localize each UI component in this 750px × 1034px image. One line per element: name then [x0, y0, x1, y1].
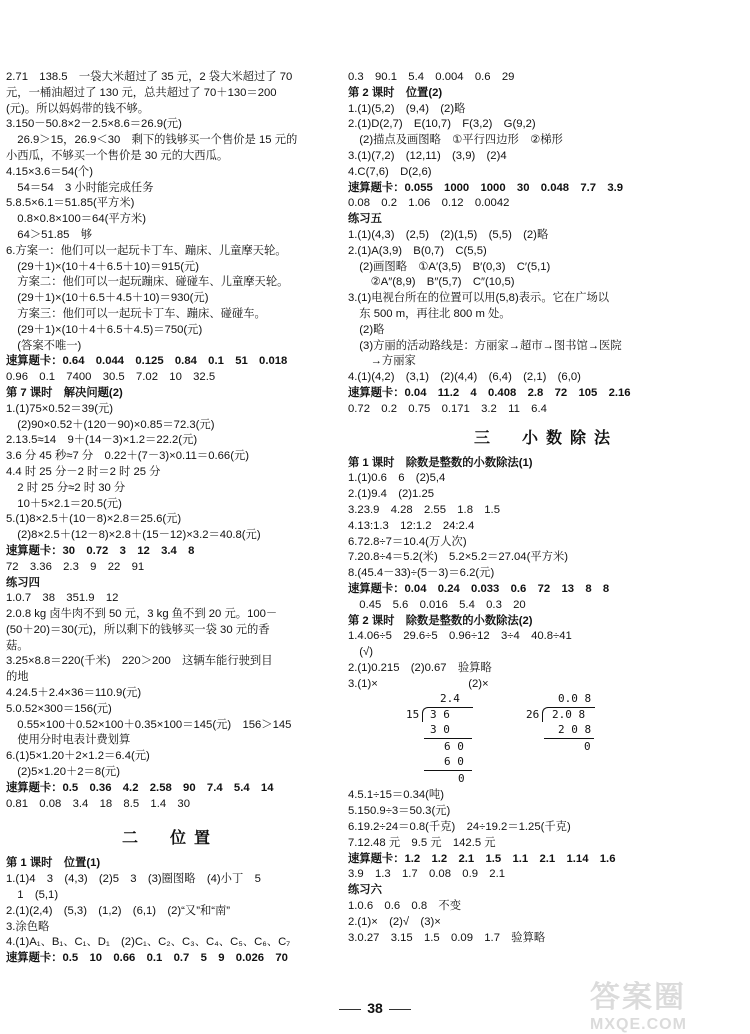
left-answer-line: (50＋20)＝30(元)，所以剩下的钱够买一袋 30 元的香 — [6, 623, 270, 636]
right-answer-line: 第 1 课时 除数是整数的小数除法(1) — [348, 456, 533, 469]
left-answer-line: 26.9＞15，26.9＜30 剩下的钱够买一个售价是 15 元的 — [6, 134, 298, 147]
right-answer-line: (2)画图略 ①A′(3,5) B′(0,3) C′(5,1) — [348, 260, 551, 273]
right-answer-line: 7.12.48 元 9.5 元 142.5 元 — [348, 836, 496, 849]
left-answer-line: 第 1 课时 位置(1) — [6, 857, 101, 870]
right-answer-line: 速算题卡：0.055 1000 1000 30 0.048 7.7 3.9 — [348, 181, 624, 194]
division1-step3: 6 0 — [444, 755, 464, 769]
page-number-value: 38 — [367, 1000, 383, 1016]
page-number-dash-right — [389, 1009, 411, 1010]
left-answer-line: 2 时 25 分≈2 时 30 分 — [6, 481, 126, 494]
left-answer-line: 使用分时电表计费划算 — [6, 734, 131, 747]
right-answer-line: (√) — [348, 646, 374, 659]
right-answer-line: 2.(1)A(3,9) B(0,7) C(5,5) — [348, 244, 487, 257]
right-answer-line: 速算题卡：1.2 1.2 2.1 1.5 1.1 2.1 1.14 1.6 — [348, 852, 616, 865]
left-answer-line: 4.24.5＋2.4×36＝110.9(元) — [6, 687, 142, 700]
right-answer-line: 3.(1)电视台所在的位置可以用(5,8)表示。它在广场以 — [348, 292, 610, 305]
left-answer-line: 方案三：他们可以一起玩卡丁车、蹦床、碰碰车。 — [6, 307, 266, 320]
left-answer-line: 3.6 分 45 秒≈7 分 0.22＋(7－3)×0.11＝0.66(元) — [6, 450, 250, 463]
division2-divisor: 26 — [526, 708, 540, 722]
page-number-dash-left — [339, 1009, 361, 1010]
left-answer-line: 4.(1)A₁、B₁、C₁、D₁ (2)C₁、C₂、C₃、C₄、C₅、C₆、C₇ — [6, 936, 291, 949]
left-answer-line: 的地 — [6, 671, 29, 684]
division2-quotient: 0.0 8 — [558, 692, 592, 706]
left-answer-line: 4.15×3.6＝54(个) — [6, 165, 93, 178]
left-answer-line: (答案不唯一) — [6, 339, 82, 352]
left-answer-line: 6.(1)5×1.20＋2×1.2＝6.4(元) — [6, 750, 150, 763]
right-answer-line: 速算题卡：0.04 0.24 0.033 0.6 72 13 8 8 — [348, 582, 610, 595]
left-answer-line: 2.13.5≈14 9＋(14－3)×1.2＝22.2(元) — [6, 434, 198, 447]
long-division-block — [348, 692, 744, 788]
right-answer-line: 7.20.8÷4＝5.2(米) 5.2×5.2＝27.04(平方米) — [348, 551, 568, 564]
left-answer-line: 速算题卡：30 0.72 3 12 3.4 8 — [6, 544, 195, 557]
right-answer-line: 4.13:1.3 12:1.2 24:2.4 — [348, 519, 475, 532]
watermark-logo — [590, 972, 740, 1033]
left-answer-line: 2.71 138.5 一袋大米超过了 35 元，2 袋大米超过了 70 — [6, 71, 293, 83]
division1-step2: 6 0 — [444, 740, 464, 754]
left-answer-line: 0.8×0.8×100＝64(平方米) — [6, 213, 147, 226]
left-answer-line: 10＋5×2.1＝20.5(元) — [6, 497, 122, 510]
right-answer-line: 3.(1)× (2)× — [348, 677, 489, 690]
right-answer-line: 3.9 1.3 1.7 0.08 0.9 2.1 — [348, 868, 505, 881]
right-answer-line: 2.(1)9.4 (2)1.25 — [348, 488, 435, 501]
left-answer-line: 小西瓜，不够买一个售价是 30 元的大西瓜。 — [6, 149, 229, 162]
right-answer-line: 速算题卡：0.04 11.2 4 0.408 2.8 72 105 2.16 — [348, 386, 631, 399]
right-answer-line: (3)方丽的活动路线是：方丽家→超市→图书馆→医院 — [348, 339, 622, 352]
right-answer-line: 4.(1)(4,2) (3,1) (2)(4,4) (6,4) (2,1) (6,0) — [348, 371, 581, 384]
left-answer-line: 1.(1)75×0.52＝39(元) — [6, 402, 114, 415]
right-column — [348, 70, 744, 946]
left-answer-line: 5.(1)8×2.5＋(10－8)×2.8＝25.6(元) — [6, 513, 182, 526]
watermark-line1: 答案圈 — [590, 981, 686, 1014]
left-answer-line: 2.(1)(2,4) (5,3) (1,2) (6,1) (2)“又”和“南” — [6, 904, 231, 917]
left-answer-line: 0.81 0.08 3.4 18 8.5 1.4 30 — [6, 797, 190, 810]
right-answer-line: 0.3 90.1 5.4 0.004 0.6 29 — [348, 71, 515, 83]
right-answer-line: 0.72 0.2 0.75 0.171 3.2 11 6.4 — [348, 402, 547, 415]
division1-quotient: 2.4 — [440, 692, 460, 706]
left-answer-line: (2)5×1.20＋2＝8(元) — [6, 766, 120, 779]
left-answer-line: (29＋1)×(10＋4＋6.5＋4.5)＝750(元) — [6, 323, 203, 336]
right-answer-lines — [348, 70, 744, 418]
division2-remainder: 0 — [584, 740, 591, 754]
left-answer-line: 64＞51.85 够 — [6, 228, 93, 241]
division1-divisor: 15 — [406, 708, 420, 722]
left-answer-lines-2 — [6, 856, 334, 967]
left-answer-line: (2)8×2.5＋(12－8)×2.8＋(15－12)×3.2＝40.8(元) — [6, 529, 261, 542]
right-answer-line: 0.08 0.2 1.06 0.12 0.0042 — [348, 197, 510, 210]
left-answer-line: 1.0.7 38 351.9 12 — [6, 592, 119, 605]
right-answer-line: 3.(1)(7,2) (12,11) (3,9) (2)4 — [348, 149, 507, 162]
left-answer-line: 1 (5,1) — [6, 889, 59, 902]
left-answer-line: 第 7 课时 解决问题(2) — [6, 386, 123, 399]
watermark-line2: MXQE.COM — [590, 1016, 687, 1033]
left-answer-line: (元)。所以妈妈带的钱不够。 — [6, 102, 150, 115]
left-answer-line: 5.8.5×6.1＝51.85(平方米) — [6, 197, 135, 210]
right-answer-line: 8.(45.4－33)÷(5－3)＝6.2(元) — [348, 567, 495, 580]
division1-line2 — [424, 770, 472, 771]
right-answer-lines-3 — [348, 788, 744, 946]
right-answer-line: 4.5.1÷15＝0.34(吨) — [348, 789, 444, 802]
right-answer-line: 1.(1)(5,2) (9,4) (2)略 — [348, 102, 466, 115]
left-answer-line: 3.150－50.8×2－2.5×8.6＝26.9(元) — [6, 118, 182, 131]
left-answer-line: 元，一桶油超过了 130 元，总共超过了 70＋130＝200 — [6, 86, 277, 99]
right-answer-line: 6.72.8÷7＝10.4(万人次) — [348, 535, 467, 548]
left-answer-line: 5.0.52×300＝156(元) — [6, 702, 112, 715]
left-answer-line: 练习四 — [6, 576, 40, 589]
right-answer-line: 2.(1)D(2,7) E(10,7) F(3,2) G(9,2) — [348, 118, 536, 131]
division2-step1: 2 0 8 — [558, 723, 592, 737]
left-answer-line: 速算题卡：0.5 10 0.66 0.1 0.7 5 9 0.026 70 — [6, 952, 288, 965]
right-answer-line: 练习五 — [348, 213, 382, 226]
right-answer-line: 3.0.27 3.15 1.5 0.09 1.7 验算略 — [348, 931, 546, 944]
right-answer-line: (2)略 — [348, 323, 385, 336]
left-answer-line: 速算题卡：0.5 0.36 4.2 2.58 90 7.4 5.4 14 — [6, 781, 274, 794]
left-answer-line: 3.涂色略 — [6, 920, 50, 933]
left-answer-line: 3.25×8.8＝220(千米) 220＞200 这辆车能行驶到目 — [6, 655, 273, 668]
right-answer-line: 东 500 m，再往北 800 m 处。 — [348, 307, 511, 320]
right-answer-line: 第 2 课时 位置(2) — [348, 86, 443, 99]
right-answer-line: 6.19.2÷24＝0.8(千克) 24÷19.2＝1.25(千克) — [348, 821, 571, 834]
right-answer-line: 5.150.9÷3＝50.3(元) — [348, 805, 451, 818]
right-answer-line: 0.45 5.6 0.016 5.4 0.3 20 — [348, 598, 526, 611]
right-answer-line: 1.(1)0.6 6 (2)5,4 — [348, 472, 446, 485]
left-answer-line: 54＝54 3 小时能完成任务 — [6, 181, 154, 194]
left-answer-line: 6.方案一：他们可以一起玩卡丁车、蹦床、儿童摩天轮。 — [6, 244, 287, 257]
section-title-decimal-division: 三 小数除法 — [473, 429, 618, 447]
right-answer-line: 1.4.06÷5 29.6÷5 0.96÷12 3÷4 40.8÷41 — [348, 630, 572, 643]
right-answer-line: 第 2 课时 除数是整数的小数除法(2) — [348, 614, 533, 627]
right-answer-line: ②A″(8,9) B″(5,7) C″(10,5) — [348, 276, 515, 289]
right-answer-line: (2)描点及画图略 ①平行四边形 ②梯形 — [348, 134, 563, 147]
right-answer-lines-2 — [348, 456, 744, 693]
right-answer-line: 练习六 — [348, 884, 382, 897]
left-column — [6, 70, 334, 967]
left-answer-line: 72 3.36 2.3 9 22 91 — [6, 560, 145, 573]
left-answer-line: 0.96 0.1 7400 30.5 7.02 10 32.5 — [6, 371, 216, 384]
right-answer-line: 2.(1)0.215 (2)0.67 验算略 — [348, 661, 492, 674]
division1-dividend: 3 6 — [430, 708, 450, 722]
left-answer-line: 0.55×100＋0.52×100＋0.35×100＝145(元) 156＞145 — [6, 718, 292, 731]
left-answer-line: 方案二：他们可以一起玩蹦床、碰碰车、儿童摩天轮。 — [6, 276, 289, 289]
left-answer-line: (2)90×0.52＋(120－90)×0.85＝72.3(元) — [6, 418, 215, 431]
left-answer-line: 菇。 — [6, 639, 29, 652]
right-answer-line: →方丽家 — [348, 355, 416, 368]
division1-line1 — [424, 738, 472, 739]
division1-remainder: 0 — [458, 772, 465, 786]
left-answer-line: (29＋1)×(10＋6.5＋4.5＋10)＝930(元) — [6, 292, 209, 305]
division1-step1: 3 0 — [430, 723, 450, 737]
right-answer-line: 3.23.9 4.28 2.55 1.8 1.5 — [348, 503, 500, 516]
division2-line1 — [544, 738, 594, 739]
left-answer-line: 4.4 时 25 分－2 时＝2 时 25 分 — [6, 465, 161, 478]
right-answer-line: 4.C(7,6) D(2,6) — [348, 165, 432, 178]
left-answer-line: 2.0.8 kg 卤牛肉不到 50 元，3 kg 鱼不到 20 元。100－ — [6, 608, 278, 621]
right-answer-line: 1.0.6 0.6 0.8 不变 — [348, 900, 462, 913]
division2-dividend: 2.0 8 — [552, 708, 586, 722]
right-answer-line: 2.(1)× (2)√ (3)× — [348, 915, 441, 928]
left-answer-lines — [6, 70, 334, 812]
section-title-position: 二 位置 — [121, 830, 218, 848]
left-answer-line: 速算题卡：0.64 0.044 0.125 0.84 0.1 51 0.018 — [6, 355, 288, 368]
left-answer-line: (29＋1)×(10＋4＋6.5＋10)＝915(元) — [6, 260, 200, 273]
left-answer-line: 1.(1)4 3 (4,3) (2)5 3 (3)圈图略 (4)小丁 5 — [6, 873, 261, 886]
right-answer-line: 1.(1)(4,3) (2,5) (2)(1,5) (5,5) (2)略 — [348, 228, 549, 241]
